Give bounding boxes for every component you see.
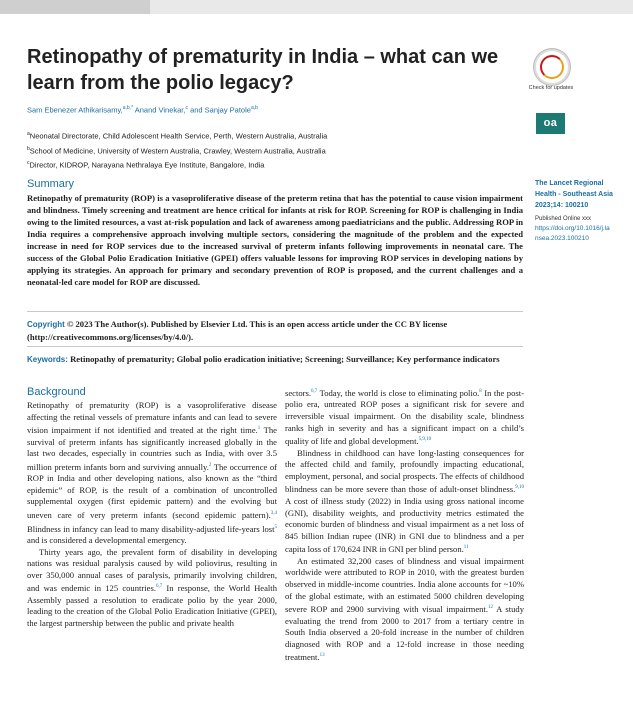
citation-link[interactable]: 8 <box>479 389 482 394</box>
open-access-logo: oa <box>536 113 565 134</box>
affiliation-marker: a <box>27 131 30 137</box>
body-paragraph: Blindness in childhood can have long-lasting consequences for the affected child and family, profoundly impacting educational, employment, personal, and social prospects. The effects of childhood blindness can be more severe than those of adult-onset blindness.$^{9,10}$ A cost of illness study (2022) in India using gross national income (GNI), disability weights, and productivity metrics estimated the economic burden of blindness and visual impairment as a net loss of 845 billion Indian rupee (INR) in GNI due to blindness and a per capita loss of 170,624 INR in GNI per blind person.$^{11}$ <box>285 447 524 555</box>
citation-link[interactable]: 11 <box>463 545 469 551</box>
citation-link[interactable]: 3,4 <box>270 511 277 517</box>
affiliation-item <box>27 143 327 158</box>
affiliation-marker: b <box>27 145 30 152</box>
author-list <box>27 105 258 115</box>
copyright-text[interactable]: © 2023 The Author(s). Published by Elsevier Ltd. This is an open access article under the CC BY license (http://creativecommons.org/licenses/by/4.0/). <box>27 319 448 342</box>
citation-link[interactable]: 9,10 <box>515 485 524 491</box>
background-heading: Background <box>27 386 86 398</box>
citation-link[interactable]: 5,9,10 <box>418 437 432 443</box>
affiliation-text: Director, KIDROP, Narayana Nethralaya Eye Institute, Bangalore, India <box>29 160 265 170</box>
copyright-label: Copyright <box>27 320 65 329</box>
citation-link[interactable]: 13 <box>319 653 325 659</box>
background-right-column <box>285 386 524 664</box>
check-for-updates-icon[interactable] <box>534 49 570 85</box>
citation-link[interactable]: 2 <box>208 462 212 468</box>
check-for-updates-label[interactable]: Check for updates <box>528 85 574 91</box>
article-title: Retinopathy of prematurity in India – what can we learn from the polio legacy? <box>27 46 499 94</box>
copyright-notice <box>27 318 523 343</box>
divider <box>27 346 523 347</box>
citation-link[interactable]: 5 <box>274 524 277 530</box>
body-paragraph: Thirty years ago, the prevalent form of disability in developing nations was residual paralysis caused by wild poliovirus, resulting in over 350,000 annual cases of paralysis, primarily involving children, and was endemic in 125 countries.$^{6,7}$ In response, the World Health Assembly passed a resolution to eradicate polio by the year 2000, leading to the creation of the Global Polio Eradication Initiative (GPEI), the largest partnership between the public and private health <box>27 546 277 628</box>
citation-link[interactable]: 6,7 <box>155 584 163 590</box>
top-bar <box>0 0 633 14</box>
keywords-text: Retinopathy of prematurity; Global polio eradication initiative; Screening; Surveillance; Key performance indicators <box>70 354 500 364</box>
keywords <box>27 353 523 366</box>
citation-link[interactable]: 1 <box>257 426 261 432</box>
journal-citation: The Lancet Regional Health - Southeast Asia 2023;14: 100210 <box>535 180 613 209</box>
author-affiliation-marker: a,b <box>250 105 258 111</box>
citation-link[interactable]: 6,7 <box>311 389 318 394</box>
affiliation-text: Neonatal Directorate, Child Adolescent Health Service, Perth, Western Australia, Australia <box>29 131 328 141</box>
affiliation-item <box>27 128 327 143</box>
author-name[interactable]: Anand Vinekar, <box>134 105 186 115</box>
body-paragraph: An estimated 32,200 cases of blindness and visual impairment worldwide were attributed to ROP in 2010, with the greatest burden observed in middle-income countries. India alone accounts for ~10% of the global estimate, with an estimated 5000 children developing severe ROP and 2900 surviving with visual impairment.$^{12}$ A study evaluating the trend from 2000 to 2017 from a tertiary centre in South India observed a 20-fold increase in the number of children diagnosed with ROP and a 12-fold increase in those needing treatment.$^{13}$ <box>285 555 524 663</box>
citation-link[interactable]: 12 <box>487 605 493 611</box>
doi-link[interactable]: https://doi.org/10.1016/j.lansea.2023.100210 <box>535 225 610 242</box>
affiliation-marker: c <box>27 160 30 166</box>
author-name[interactable]: and Sanjay Patole <box>190 105 251 115</box>
affiliations <box>27 128 327 172</box>
published-online: Published Online xxx <box>535 216 592 222</box>
top-bar-segment <box>0 0 150 14</box>
author-name[interactable]: Sam Ebenezer Athikarisamy, <box>27 105 123 115</box>
body-paragraph: sectors.$^{6,7}$ Today, the world is close to eliminating polio.$^8$ In the post-polio era, untreated ROP poses a significant risk for severe and irreversible visual impairment. On the disability scale, blindness ranks high in severity and has a significant impact on a child’s quality of life and global development.$^{5,9,10}$ <box>285 387 524 447</box>
background-left-column <box>27 400 277 630</box>
author-affiliation-marker: c <box>185 105 188 111</box>
author-affiliation-marker: a,b,* <box>122 105 134 111</box>
affiliation-item <box>27 157 327 172</box>
body-paragraph: Retinopathy of prematurity (ROP) is a vasoproliferative disease affecting the retinal vessels of premature infants and can lead to severe vision impairment if not identified and treated at the right time.$^1$ The survival of preterm infants has significantly increased globally in the last two decades, especially in countries such as India, with over 3.5 million preterm infants born and surviving annually.$^2$ The occurrence of ROP in India and other developing nations, also known as the “third epidemic” of ROP, is the result of a combination of uncontrolled supplemental oxygen (first epidemic pattern) and the evolving but uneven care of very preterm infants (second epidemic pattern).$^{3,4}$ Blindness in infancy can lead to many disability-adjusted life-years lost$^5$ and is considered a developmental emergency. <box>27 400 278 545</box>
keywords-label: Keywords: <box>27 355 68 364</box>
divider <box>27 311 523 312</box>
affiliation-text: School of Medicine, University of Western Australia, Crawley, Western Australia, Australia <box>29 146 326 155</box>
badge-ring <box>540 55 564 79</box>
summary-heading: Summary <box>27 178 75 190</box>
summary-text: Retinopathy of prematurity (ROP) is a vasoproliferative disease of the preterm retina that has the potential to cause vision impairment and blindness. Timely screening and treatment are hence critical for infants at risk for ROP. Screening for ROP is challenging in India owing to the limited resources, a vast at-risk population and lack of awareness among paediatricians and the public. Addressing ROP in India requires a comprehensive approach involving multiple sectors, considering the magnitude of the problem and the expected increase in need for ROP services due to the increased survival of preterm infants following improvements in neonatal care. The success of the Global Polio Eradication Initiative (GPEI) offers valuable lessons for improving ROP services in developing nations by applying its strategies. An approach for primary and secondary prevention of ROP is proposed, and the current challenges and a neonatal-led care model for ROP are discussed. <box>27 193 523 287</box>
